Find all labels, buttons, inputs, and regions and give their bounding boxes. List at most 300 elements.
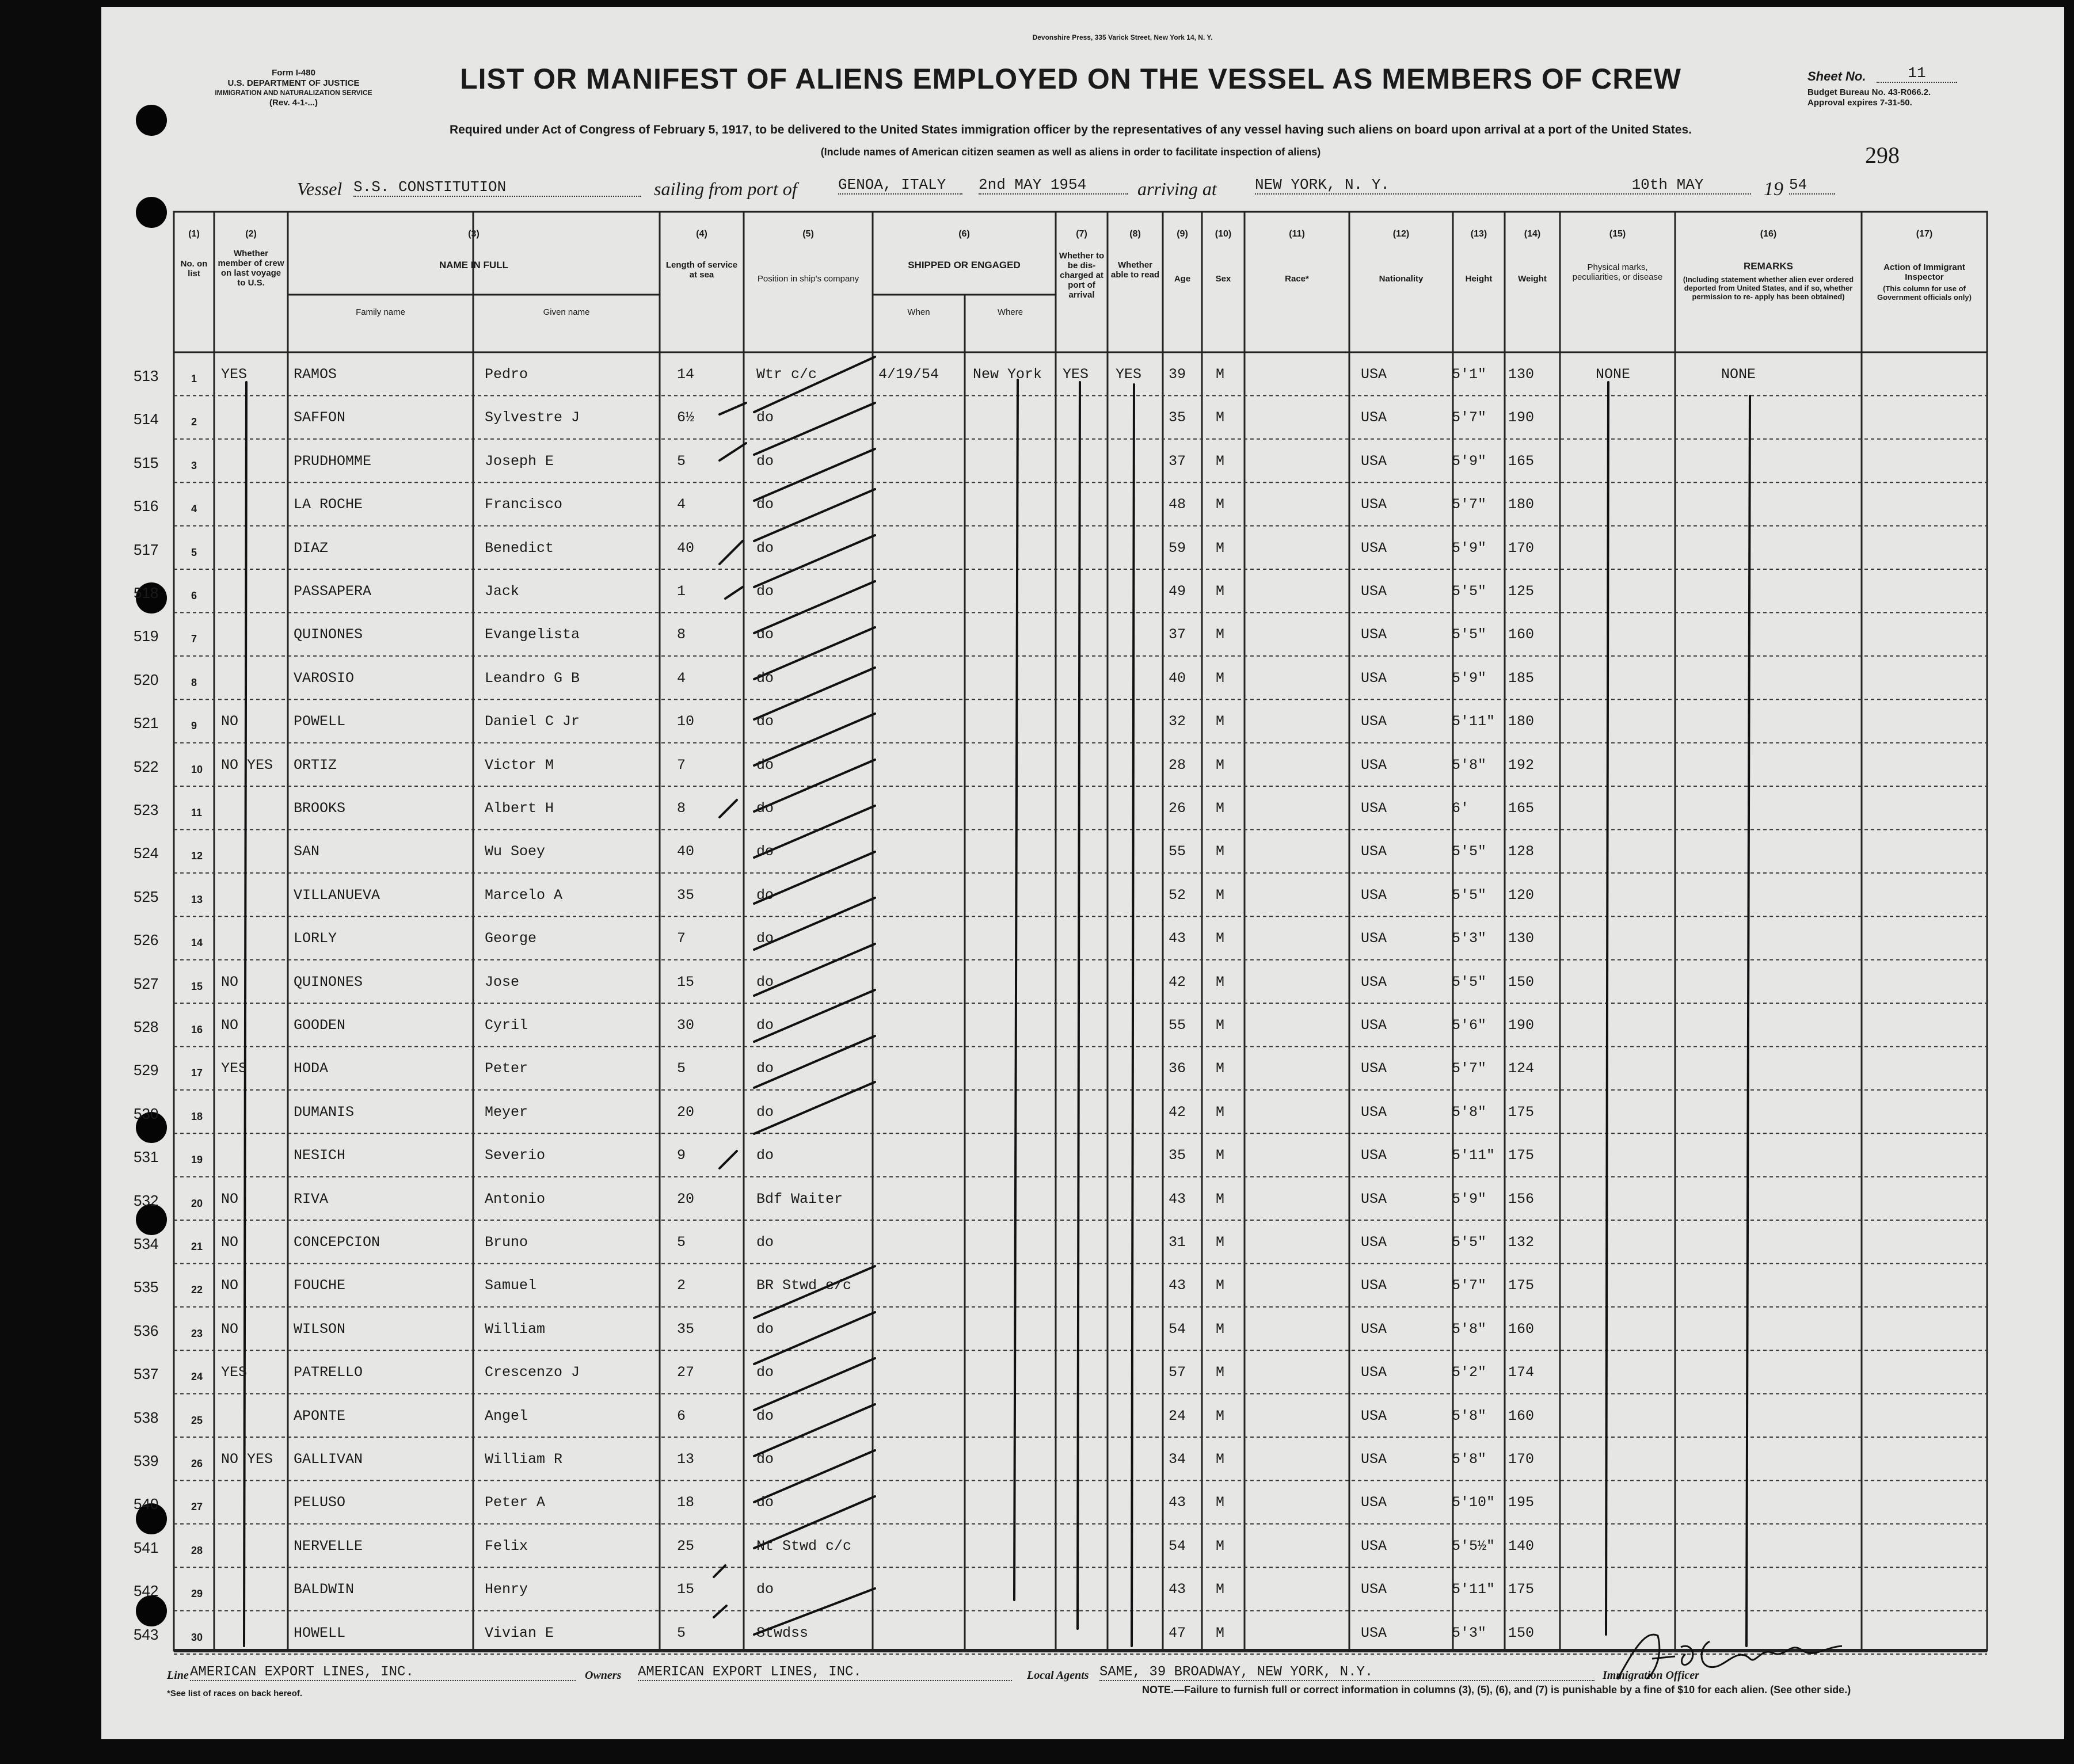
cell-position: Nt Stwd c/c [756,1537,852,1555]
cell-family: LA ROCHE [294,496,363,513]
col-header-physical-marks: Physical marks, peculiarities, or disease [1572,262,1663,282]
row-number: 3 [191,459,197,471]
cell-height: 5'7" [1452,409,1487,426]
cell-position: BR Stwd c/c [756,1277,852,1294]
line-name: AMERICAN EXPORT LINES, INC. [190,1664,576,1681]
cell-position: do [756,800,774,817]
cell-nat: USA [1361,800,1387,817]
cell-nat: USA [1361,1624,1387,1641]
cell-height: 5'7" [1452,496,1487,513]
cell-position: do [756,626,774,643]
cell-position: do [756,930,774,947]
cell-position: do [756,1147,774,1164]
cell-age: 54 [1169,1537,1186,1555]
cell-age: 48 [1169,496,1186,513]
cell-position: do [756,583,774,600]
cell-weight: 192 [1508,756,1535,774]
cell-position: do [756,496,774,513]
cell-service: 6½ [677,409,695,426]
row-number: 8 [191,676,197,688]
cell-given: Antonio [485,1190,546,1207]
cell-sex: M [1216,930,1225,947]
col-header-inspector-action: Action of Immigrant Inspector [1883,262,1965,282]
cell-sex: M [1216,1190,1225,1207]
cell-given: Jose [485,973,520,990]
cell-service: 5 [677,452,686,470]
cell-nat: USA [1361,583,1387,600]
cell-sex: M [1216,1451,1225,1468]
cell-position: do [756,886,774,904]
cell-sex: M [1216,886,1225,904]
col-header-nationality: Nationality [1379,274,1424,284]
cell-position: do [756,1234,774,1251]
cell-age: 35 [1169,1147,1186,1164]
cell-weight: 170 [1508,1451,1535,1468]
cell-weight: 170 [1508,539,1535,557]
cell-nat: USA [1361,1234,1387,1251]
cell-position: do [756,1364,774,1381]
col-1-number: (1) [188,229,200,239]
cell-nat: USA [1361,669,1387,687]
cell-age: 43 [1169,1494,1186,1511]
cell-height: 5'5" [1452,886,1487,904]
col-11-number: (11) [1289,229,1305,239]
cell-service: 8 [677,800,686,817]
owners-label: Owners [585,1669,622,1682]
col-8-number: (8) [1129,229,1141,239]
cell-position: do [756,1494,774,1511]
col-9-number: (9) [1177,229,1188,239]
cell-sex: M [1216,756,1225,774]
cell-weight: 175 [1508,1103,1535,1121]
row-number: 19 [191,1154,203,1166]
cell-weight: 140 [1508,1537,1535,1555]
vessel-label: Vessel [297,178,343,199]
cell-given: Victor M [485,756,554,774]
row-number: 28 [191,1544,203,1556]
row-number: 1 [191,373,197,384]
cell-sex: M [1216,1407,1225,1424]
col-header-sex: Sex [1215,274,1231,284]
cell-weight: 160 [1508,1320,1535,1338]
year-prefix: 19 [1764,178,1783,200]
cell-weight: 165 [1508,452,1535,470]
row-number: 12 [191,850,203,862]
cell-weight: 132 [1508,1234,1535,1251]
cell-family: HOWELL [294,1624,346,1641]
cell-family: QUINONES [294,626,363,643]
crew-last-voyage: NO [221,713,239,730]
cell-position: do [756,669,774,687]
cell-position: do [756,713,774,730]
cell-service: 20 [677,1103,695,1121]
cell-nat: USA [1361,1537,1387,1555]
cell-nat: USA [1361,366,1387,383]
cell-height: 5'9" [1452,452,1487,470]
cell-given: George [485,930,537,947]
sailing-label: sailing from port of [654,178,797,199]
cell-height: 5'8" [1452,1451,1487,1468]
list-sequence-number: 526 [134,931,159,949]
penalty-note: NOTE.—Failure to furnish full or correct information in columns (3), (5), (6), and (7) is punishable by a fine of $10 for each alien. (See other side.) [1142,1684,1851,1696]
cell-service: 18 [677,1494,695,1511]
list-sequence-number: 513 [134,367,159,384]
cell-age: 55 [1169,843,1186,860]
cell-age: 37 [1169,452,1186,470]
cell-given: Daniel C Jr [485,713,580,730]
col-5-number: (5) [802,229,814,239]
cell-service: 2 [677,1277,686,1294]
cell-nat: USA [1361,1060,1387,1077]
col-header-race: Race* [1285,274,1309,284]
cell-family: NERVELLE [294,1537,363,1555]
cell-weight: 165 [1508,800,1535,817]
cell-height: 5'6" [1452,1017,1487,1034]
cell-height: 6' [1452,800,1470,817]
cell-nat: USA [1361,713,1387,730]
cell-weight: 180 [1508,713,1535,730]
list-sequence-number: 516 [134,497,159,515]
cell-family: PATRELLO [294,1364,363,1381]
cell-age: 24 [1169,1407,1186,1424]
cell-height: 5'3" [1452,930,1487,947]
cell-weight: 130 [1508,366,1535,383]
cell-sex: M [1216,1624,1225,1641]
cell-nat: USA [1361,496,1387,513]
row-number: 29 [191,1588,203,1600]
cell-family: NESICH [294,1147,346,1164]
include-note: (Include names of American citizen seamen as well as aliens in order to facilitate inspection of aliens) [820,146,1321,158]
cell-age: 26 [1169,800,1186,817]
cell-age: 31 [1169,1234,1186,1251]
list-sequence-number: 521 [134,714,159,732]
department: U.S. DEPARTMENT OF JUSTICE [227,78,360,88]
cell-given: Benedict [485,539,554,557]
row-number: 20 [191,1197,203,1209]
col-3-number: (3) [468,229,480,239]
list-sequence-number: 519 [134,627,159,645]
cell-position: do [756,843,774,860]
cell-family: FOUCHE [294,1277,346,1294]
cell-service: 30 [677,1017,695,1034]
cell-sex: M [1216,669,1225,687]
port-to: NEW YORK, N. Y. [1255,176,1583,195]
cell-when: 4/19/54 [878,366,939,383]
list-sequence-number: 538 [134,1408,159,1426]
cell-age: 36 [1169,1060,1186,1077]
cell-height: 5'1" [1452,366,1487,383]
cell-sex: M [1216,1581,1225,1598]
row-number: 14 [191,937,203,949]
cell-height: 5'5" [1452,583,1487,600]
cell-nat: USA [1361,1147,1387,1164]
col-header-remarks: REMARKS [1744,261,1793,272]
cell-given: Marcelo A [485,886,563,904]
row-number: 24 [191,1371,203,1383]
cell-height: 5'9" [1452,669,1487,687]
row-number: 27 [191,1501,203,1513]
cell-weight: 175 [1508,1147,1535,1164]
col-7-number: (7) [1076,229,1087,239]
cell-family: WILSON [294,1320,346,1338]
cell-position: do [756,452,774,470]
cell-position: Bdf Waiter [756,1190,843,1207]
sheet-number: 11 [1877,64,1957,83]
cell-weight: 128 [1508,843,1535,860]
cell-service: 9 [677,1147,686,1164]
sheet-label: Sheet No. [1807,69,1866,83]
cell-age: 40 [1169,669,1186,687]
cell-age: 59 [1169,539,1186,557]
cell-position: do [756,409,774,426]
cell-service: 7 [677,756,686,774]
col-header-position: Position in ship's company [757,274,859,284]
cell-given: Jack [485,583,520,600]
cell-given: Severio [485,1147,546,1164]
cell-height: 5'8" [1452,1103,1487,1121]
cell-height: 5'8" [1452,1320,1487,1338]
cell-service: 10 [677,713,695,730]
cell-sex: M [1216,452,1225,470]
cell-service: 35 [677,886,695,904]
cell-nat: USA [1361,626,1387,643]
col-header-when: When [907,307,930,317]
cell-family: BROOKS [294,800,346,817]
list-sequence-number: 532 [134,1191,159,1209]
cell-sex: M [1216,1537,1225,1555]
crew-last-voyage: NO [221,973,239,990]
col-header-where: Where [997,307,1023,317]
cell-family: SAFFON [294,409,346,426]
port-from: GENOA, ITALY [838,176,962,195]
cell-family: VILLANUEVA [294,886,380,904]
crew-last-voyage: NO YES [221,756,273,774]
cell-read: YES [1116,366,1142,383]
cell-given: Vivian E [485,1624,554,1641]
list-sequence-number: 525 [134,887,159,905]
row-number: 11 [191,807,203,818]
cell-service: 7 [677,930,686,947]
cell-weight: 124 [1508,1060,1535,1077]
cell-nat: USA [1361,1277,1387,1294]
cell-age: 43 [1169,1581,1186,1598]
cell-family: VAROSIO [294,669,355,687]
revision: (Rev. 4-1-...) [269,98,318,108]
cell-given: Peter A [485,1494,546,1511]
cell-family: QUINONES [294,973,363,990]
cell-given: Sylvestre J [485,409,580,426]
cell-service: 15 [677,1581,695,1598]
col-header-length-of-service: Length of service at sea [665,260,738,280]
col-10-number: (10) [1215,229,1232,239]
cell-service: 40 [677,539,695,557]
cell-marks: NONE [1596,366,1631,383]
cell-sex: M [1216,843,1225,860]
cell-weight: 190 [1508,409,1535,426]
cell-service: 6 [677,1407,686,1424]
cell-given: Angel [485,1407,528,1424]
cell-age: 32 [1169,713,1186,730]
cell-height: 5'5½" [1452,1537,1495,1555]
list-sequence-number: 534 [134,1235,159,1252]
list-sequence-number: 542 [134,1582,159,1600]
list-sequence-number: 515 [134,454,159,471]
cell-service: 14 [677,366,695,383]
races-note: *See list of races on back hereof. [167,1689,303,1698]
cell-weight: 130 [1508,930,1535,947]
col-header-family-name: Family name [356,307,405,317]
col-6-number: (6) [958,229,970,239]
cell-age: 43 [1169,1190,1186,1207]
row-number: 6 [191,590,197,601]
cell-age: 42 [1169,1103,1186,1121]
cell-height: 5'8" [1452,1407,1487,1424]
col-17-number: (17) [1916,229,1933,239]
cell-sex: M [1216,409,1225,426]
cell-family: CONCEPCION [294,1234,380,1251]
stamp-number: 298 [1865,142,1900,168]
subtitle: Required under Act of Congress of February 5, 1917, to be delivered to the United States immigration officer by the representatives of any vessel having such aliens on board upon arrival at a port of the United States. [449,123,1692,136]
cell-service: 5 [677,1234,686,1251]
cell-family: HODA [294,1060,329,1077]
cell-given: Samuel [485,1277,537,1294]
cell-service: 35 [677,1320,695,1338]
cell-service: 5 [677,1060,686,1077]
cell-height: 5'11" [1452,713,1495,730]
cell-height: 5'7" [1452,1060,1487,1077]
cell-position: do [756,1103,774,1121]
cell-nat: USA [1361,1320,1387,1338]
list-sequence-number: 539 [134,1452,159,1469]
cell-position: Wtr c/c [756,366,817,383]
crew-last-voyage: YES [221,1364,248,1381]
cell-nat: USA [1361,1190,1387,1207]
cell-nat: USA [1361,1581,1387,1598]
col-header-shipped-engaged: SHIPPED OR ENGAGED [908,260,1021,270]
col-header-given-name: Given name [543,307,590,317]
cell-given: Meyer [485,1103,528,1121]
cell-given: Felix [485,1537,528,1555]
row-number: 17 [191,1067,203,1079]
col-14-number: (14) [1524,229,1541,239]
list-sequence-number: 520 [134,670,159,688]
cell-given: Bruno [485,1234,528,1251]
list-sequence-number: 514 [134,410,159,428]
cell-age: 55 [1169,1017,1186,1034]
cell-family: DUMANIS [294,1103,355,1121]
col-4-number: (4) [696,229,707,239]
cell-sex: M [1216,1364,1225,1381]
row-number: 23 [191,1327,203,1339]
cell-nat: USA [1361,1364,1387,1381]
row-number: 16 [191,1024,203,1035]
list-sequence-number: 537 [134,1365,159,1383]
cell-sex: M [1216,1147,1225,1164]
col-header-weight: Weight [1518,274,1547,284]
cell-weight: 180 [1508,496,1535,513]
cell-sex: M [1216,583,1225,600]
row-number: 26 [191,1458,203,1469]
list-sequence-number: 517 [134,540,159,558]
cell-position: do [756,1017,774,1034]
cell-nat: USA [1361,756,1387,774]
list-sequence-number: 523 [134,801,159,818]
crew-last-voyage: NO [221,1234,239,1251]
crew-last-voyage: NO YES [221,1451,273,1468]
cell-height: 5'9" [1452,539,1487,557]
cell-given: Francisco [485,496,563,513]
list-sequence-number: 522 [134,757,159,775]
cell-nat: USA [1361,452,1387,470]
cell-given: Henry [485,1581,528,1598]
cell-given: Pedro [485,366,528,383]
col-15-number: (15) [1609,229,1626,239]
cell-age: 43 [1169,1277,1186,1294]
cell-service: 8 [677,626,686,643]
list-sequence-number: 531 [134,1148,159,1166]
cell-weight: 156 [1508,1190,1535,1207]
cell-family: DIAZ [294,539,329,557]
cell-position: do [756,1451,774,1468]
cell-weight: 160 [1508,626,1535,643]
col-header-inspector-note: (This column for use of Government officials only) [1877,284,1972,302]
cell-nat: USA [1361,1451,1387,1468]
cell-service: 27 [677,1364,695,1381]
crew-last-voyage: YES [221,1060,248,1077]
cell-given: Joseph E [485,452,554,470]
printer-line: Devonshire Press, 335 Varick Street, New York 14, N. Y. [1032,33,1213,41]
cell-age: 37 [1169,626,1186,643]
row-number: 18 [191,1110,203,1122]
cell-given: William R [485,1451,563,1468]
list-sequence-number: 530 [134,1104,159,1122]
cell-weight: 120 [1508,886,1535,904]
cell-service: 4 [677,669,686,687]
cell-nat: USA [1361,1017,1387,1034]
cell-nat: USA [1361,409,1387,426]
cell-discharged: YES [1063,366,1089,383]
crew-last-voyage: NO [221,1017,239,1034]
cell-nat: USA [1361,930,1387,947]
row-number: 15 [191,980,203,992]
crew-last-voyage: YES [221,366,248,383]
cell-position: do [756,1320,774,1338]
cell-weight: 175 [1508,1277,1535,1294]
cell-height: 5'3" [1452,1624,1487,1641]
cell-family: PASSAPERA [294,583,372,600]
cell-family: APONTE [294,1407,346,1424]
cell-weight: 175 [1508,1581,1535,1598]
cell-sex: M [1216,496,1225,513]
form-number: Form I-480 [272,68,315,78]
officer-label: Immigration Officer [1603,1669,1699,1682]
col-header-crew-last-voyage: Whether member of crew on last voyage to U.S. [218,249,284,288]
cell-height: 5'11" [1452,1581,1495,1598]
cell-height: 5'5" [1452,626,1487,643]
cell-age: 57 [1169,1364,1186,1381]
cell-position: Stwdss [756,1624,809,1641]
cell-position: do [756,1060,774,1077]
cell-nat: USA [1361,973,1387,990]
row-number: 4 [191,503,197,515]
cell-sex: M [1216,626,1225,643]
budget-bureau: Budget Bureau No. 43-R066.2. [1807,87,1931,97]
list-sequence-number: 518 [134,584,159,601]
cell-sex: M [1216,713,1225,730]
list-sequence-number: 535 [134,1278,159,1296]
cell-sex: M [1216,1494,1225,1511]
cell-age: 34 [1169,1451,1186,1468]
